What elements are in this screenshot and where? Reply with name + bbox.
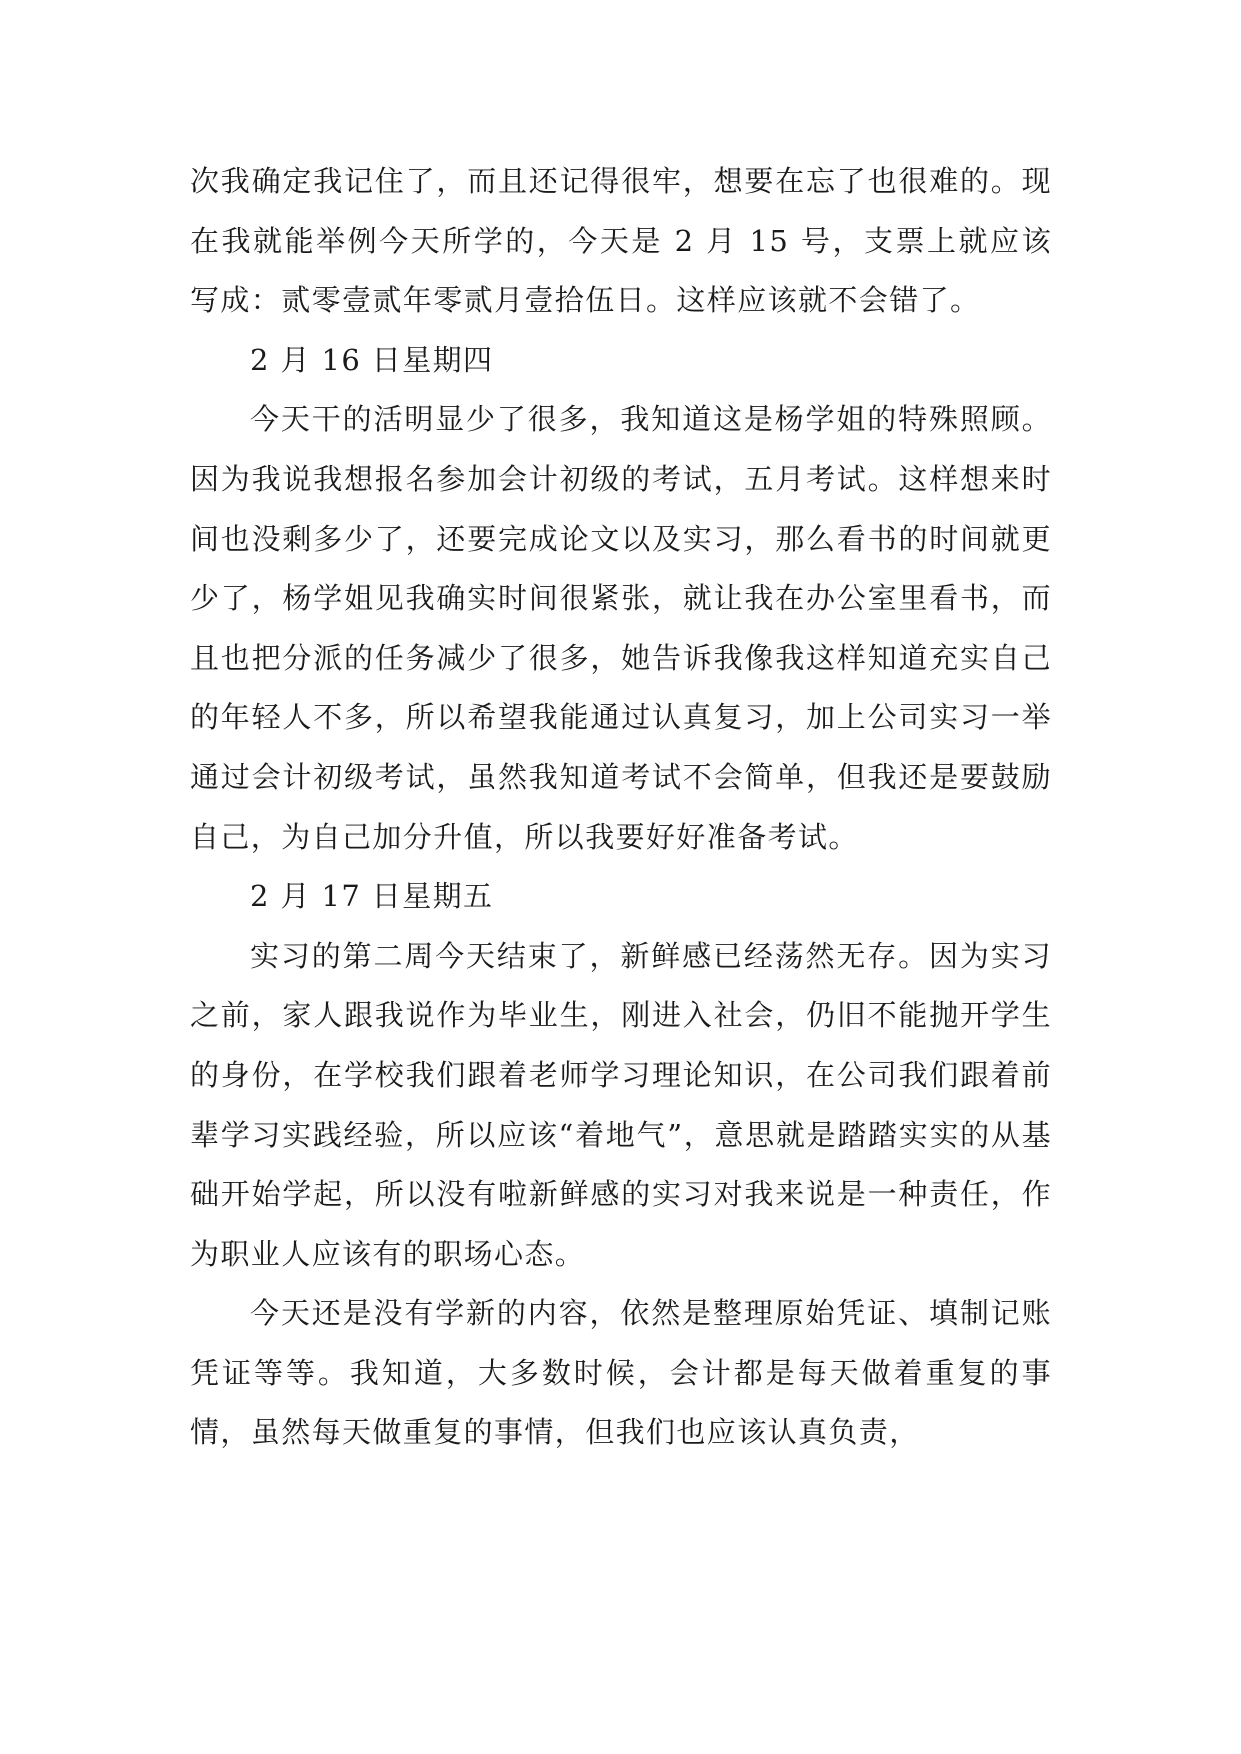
paragraph-continuation: 次我确定我记住了，而且还记得很牢，想要在忘了也很难的。现在我就能举例今天所学的，今天是 2 月 15 号，支票上就应该写成：贰零壹贰年零贰月壹拾伍日。这样应该就不会错了。: [190, 164, 1052, 318]
document-body: [190, 152, 1052, 1463]
date-heading-feb-16: 2 月 16 日星期四: [250, 342, 494, 377]
date-heading-feb-17: 2 月 17 日星期五: [250, 879, 494, 914]
paragraph-feb-16: 今天干的活明显少了很多，我知道这是杨学姐的特殊照顾。因为我说我想报名参加会计初级的考试，五月考试。这样想来时间也没剩多少了，还要完成论文以及实习，那么看书的时间就更少了，杨学姐见我确实时间很紧张，就让我在办公室里看书，而且也把分派的任务减少了很多，她告诉我像我这样知道充实自己的年轻人不多，所以希望我能通过认真复习，加上公司实习一举通过会计初级考试，虽然我知道考试不会简单，但我还是要鼓励自己，为自己加分升值，所以我要好好准备考试。: [190, 402, 1052, 854]
paragraph-feb-17-first: 实习的第二周今天结束了，新鲜感已经荡然无存。因为实习之前，家人跟我说作为毕业生，刚进入社会，仍旧不能抛开学生的身份，在学校我们跟着老师学习理论知识，在公司我们跟着前辈学习实践经验，所以应该“着地气”，意思就是踏踏实实的从基础开始学起，所以没有啦新鲜感的实习对我来说是一种责任，作为职业人应该有的职场心态。: [190, 938, 1052, 1271]
paragraph-feb-17-second: 今天还是没有学新的内容，依然是整理原始凭证、填制记账凭证等等。我知道，大多数时候，会计都是每天做着重复的事情，虽然每天做重复的事情，但我们也应该认真负责，: [190, 1296, 1052, 1450]
